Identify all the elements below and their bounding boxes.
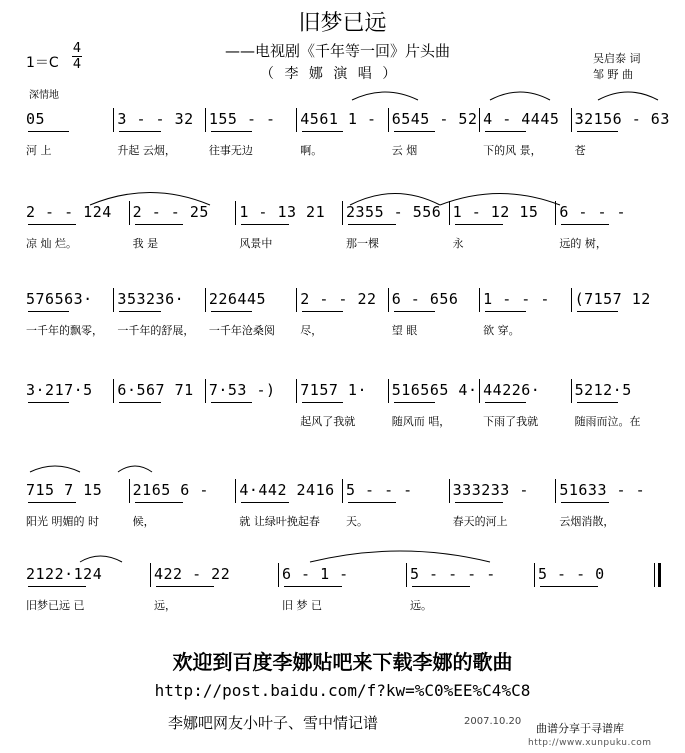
measure-notes: 4·442 2416 bbox=[239, 481, 335, 499]
slur bbox=[118, 466, 152, 472]
measure-lyrics: 啊。 bbox=[300, 144, 323, 157]
measure-lyrics: 望 眼 bbox=[391, 324, 418, 337]
measure-notes: 5 - - - bbox=[346, 481, 413, 499]
measure-lyrics: 一千年的飘零， bbox=[26, 324, 103, 337]
singer-line: （ 李 娜 演 唱 ） bbox=[260, 66, 400, 82]
measure-lyrics: 下雨了我就 bbox=[483, 415, 539, 428]
measure-lyrics: 春天的河上 bbox=[452, 515, 508, 528]
measure-lyrics: 云烟消散， bbox=[559, 515, 615, 528]
slur bbox=[490, 92, 550, 100]
transcriber-credit: 李娜吧网友小叶子、雪中情记谱 bbox=[168, 714, 379, 732]
slur bbox=[598, 92, 658, 100]
measure-notes: 1 - 13 21 bbox=[239, 203, 326, 221]
measure-lyrics: 一千年沧桑阅 bbox=[208, 324, 275, 337]
measure-lyrics: 旧 梦 已 bbox=[282, 599, 322, 612]
measure-lyrics: 随雨而泣。在 bbox=[574, 415, 641, 428]
measure-notes: 2 - - 25 bbox=[132, 203, 209, 221]
measure-notes: 2122·124 bbox=[26, 565, 103, 583]
measure-notes: 4561 1 - bbox=[300, 110, 377, 128]
measure-notes: 1 - - - bbox=[483, 290, 550, 308]
slur bbox=[80, 556, 122, 562]
slur bbox=[352, 92, 418, 100]
measure-lyrics: 旧梦已远 已 bbox=[26, 599, 85, 612]
measure-notes: 3·217·5 bbox=[26, 381, 93, 399]
tieba-link[interactable]: http://post.baidu.com/f?kw=%C0%EE%C4%C8 bbox=[154, 681, 531, 700]
measure-notes: 5 - - 0 bbox=[538, 565, 605, 583]
measure-notes: 6 - 1 - bbox=[282, 565, 349, 583]
measure-notes: 32156 - 63 bbox=[574, 110, 670, 128]
measure-notes: 715 7 15 bbox=[26, 481, 103, 499]
lyricist-credit: 吴启泰 词 bbox=[593, 52, 641, 65]
measure-notes: 422 - 22 bbox=[154, 565, 231, 583]
measure-lyrics: 一千年的舒展， bbox=[117, 324, 195, 337]
measure-lyrics: 河 上 bbox=[26, 144, 52, 157]
song-title: 旧梦已远 bbox=[298, 11, 387, 36]
measure-notes: 51633 - - bbox=[559, 481, 646, 499]
measure-notes: 5 - - - - bbox=[410, 565, 496, 583]
slur bbox=[30, 466, 80, 472]
measure-lyrics: 远的 树， bbox=[559, 237, 607, 250]
measure-notes: 4 - 4445 bbox=[483, 110, 560, 128]
measure-notes: 1 - 12 15 bbox=[452, 203, 539, 221]
slur bbox=[440, 194, 560, 206]
measure-notes: 2165 6 - bbox=[132, 481, 209, 499]
measure-notes: 6 - 656 bbox=[391, 290, 459, 308]
measure-lyrics: 风景中 bbox=[239, 237, 273, 250]
measure-notes: 516565 4· bbox=[391, 381, 478, 399]
measure-notes: 2 - - 124 bbox=[26, 203, 112, 221]
measure-notes: 5212·5 bbox=[574, 381, 632, 399]
tempo-marking: 深情地 bbox=[29, 90, 59, 101]
measure-lyrics: 远。 bbox=[410, 599, 432, 612]
measure-lyrics: 永 bbox=[452, 237, 464, 250]
slur bbox=[90, 193, 210, 206]
measure-lyrics: 苍 bbox=[574, 144, 586, 157]
measure-notes: 333233 - bbox=[452, 481, 529, 499]
transcription-date: 2007.10.20 bbox=[464, 716, 522, 727]
measure-lyrics: 下的风 景， bbox=[483, 144, 542, 157]
meter-bottom: 4 bbox=[72, 57, 82, 72]
song-subtitle: ——电视剧《千年等一回》片头曲 bbox=[225, 42, 451, 60]
measure-notes: 353236· bbox=[117, 290, 185, 308]
measure-notes: 7·53 -) bbox=[208, 381, 276, 399]
measure-notes: 6·567 71 bbox=[117, 381, 194, 399]
measure-notes: 2 - - 22 bbox=[300, 290, 377, 308]
measure-lyrics: 阳光 明媚的 时 bbox=[26, 515, 99, 528]
slur bbox=[350, 194, 440, 206]
measure-lyrics: 那一棵 bbox=[346, 237, 379, 250]
composer-credit: 邹 野 曲 bbox=[593, 68, 633, 81]
measure-notes: 05 bbox=[26, 110, 46, 128]
measure-notes: 6 - - - bbox=[559, 203, 627, 221]
measure-notes: 155 - - bbox=[208, 110, 276, 128]
measure-lyrics: 升起 云烟， bbox=[117, 144, 176, 157]
measure-notes: (7157 12 bbox=[574, 290, 651, 308]
meter-top: 4 bbox=[72, 41, 82, 56]
measure-lyrics: 远， bbox=[154, 599, 176, 612]
welcome-banner: 欢迎到百度李娜贴吧来下载李娜的歌曲 bbox=[172, 650, 513, 674]
measure-lyrics: 起风了我就 bbox=[300, 415, 356, 428]
measure-lyrics: 随风而 唱， bbox=[391, 415, 451, 428]
measure-notes: 2355 - 556 bbox=[346, 203, 442, 221]
measure-notes: 6545 - 52 bbox=[391, 110, 478, 128]
measure-lyrics: 尽， bbox=[300, 324, 323, 337]
watermark-url: http://www.xunpuku.com bbox=[528, 738, 652, 748]
measure-notes: 44226· bbox=[483, 381, 541, 399]
measure-lyrics: 欲 穿。 bbox=[483, 324, 520, 337]
share-note: 曲谱分享于寻谱库 bbox=[536, 722, 624, 735]
measure-notes: 576563· bbox=[26, 290, 93, 308]
slur bbox=[310, 551, 490, 562]
measure-lyrics: 候， bbox=[132, 515, 155, 528]
measure-notes: 7157 1· bbox=[300, 381, 367, 399]
measure-lyrics: 就 让绿叶挽起春 bbox=[239, 515, 320, 528]
measure-notes: 3 - - 32 bbox=[117, 110, 194, 128]
measure-lyrics: 往事无边 bbox=[208, 144, 253, 157]
measure-lyrics: 凉 灿 烂。 bbox=[26, 237, 77, 250]
measure-lyrics: 云 烟 bbox=[391, 144, 418, 157]
measure-notes: 226445 bbox=[208, 290, 267, 308]
measure-lyrics: 我 是 bbox=[132, 237, 159, 250]
key-signature: 1＝C bbox=[26, 55, 59, 71]
measure-lyrics: 天。 bbox=[346, 515, 368, 528]
